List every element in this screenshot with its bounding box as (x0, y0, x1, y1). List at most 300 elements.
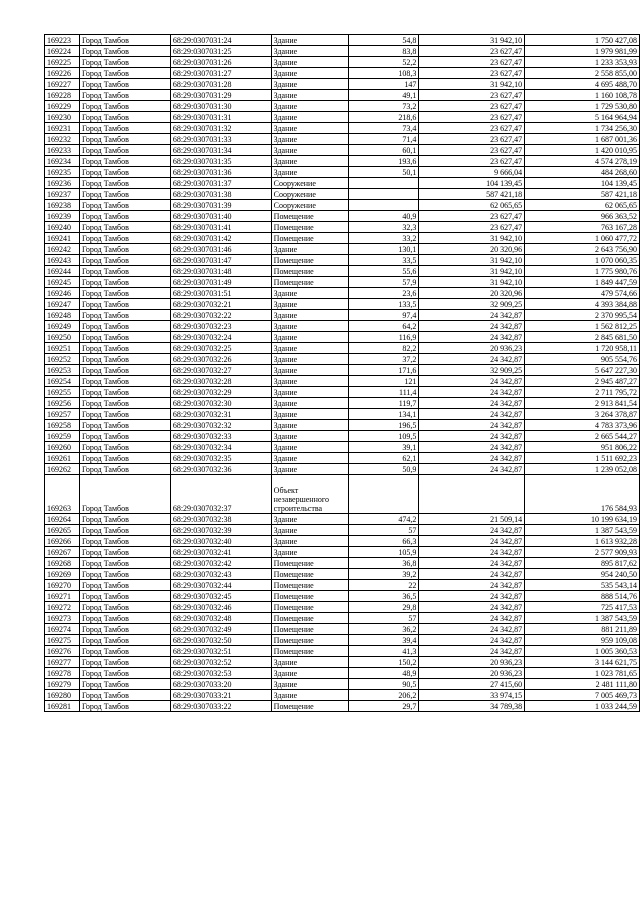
object-type-cell: Здание (271, 464, 348, 475)
table-row (45, 602, 640, 613)
cadastral-value-cell: 10 199 634,19 (525, 514, 640, 525)
object-type-cell: Сооружение (271, 178, 348, 189)
cadastral-value-cell: 5 647 227,30 (525, 365, 640, 376)
specific-value-cell: 32 909,25 (419, 299, 525, 310)
row-number-cell: 169255 (45, 387, 80, 398)
object-type-cell: Здание (271, 365, 348, 376)
municipality-cell: Город Тамбов (79, 222, 170, 233)
cadastral-number-cell: 68:29:0307032:29 (170, 387, 271, 398)
cadastral-number-cell: 68:29:0307032:41 (170, 547, 271, 558)
row-number-cell: 169229 (45, 101, 80, 112)
row-number-cell: 169253 (45, 365, 80, 376)
object-type-cell: Помещение (271, 624, 348, 635)
cadastral-number-cell: 68:29:0307031:42 (170, 233, 271, 244)
municipality-cell: Город Тамбов (79, 613, 170, 624)
specific-value-cell: 23 627,47 (419, 101, 525, 112)
row-number-cell: 169269 (45, 569, 80, 580)
table-row (45, 569, 640, 580)
object-type-cell: Здание (271, 354, 348, 365)
cadastral-number-cell: 68:29:0307032:35 (170, 453, 271, 464)
cadastral-value-cell: 1 023 781,65 (525, 668, 640, 679)
area-cell: 134,1 (348, 409, 419, 420)
cadastral-number-cell: 68:29:0307032:28 (170, 376, 271, 387)
object-type-cell: Помещение (271, 255, 348, 266)
area-cell: 62,1 (348, 453, 419, 464)
specific-value-cell: 20 320,96 (419, 244, 525, 255)
object-type-cell: Помещение (271, 277, 348, 288)
object-type-cell: Здание (271, 442, 348, 453)
cadastral-number-cell: 68:29:0307032:26 (170, 354, 271, 365)
table-row (45, 365, 640, 376)
object-type-cell: Помещение (271, 580, 348, 591)
area-cell: 33,5 (348, 255, 419, 266)
area-cell (348, 178, 419, 189)
object-type-cell: Здание (271, 514, 348, 525)
cadastral-number-cell: 68:29:0307031:31 (170, 112, 271, 123)
row-number-cell: 169224 (45, 46, 80, 57)
municipality-cell: Город Тамбов (79, 255, 170, 266)
cadastral-value-cell: 1 387 543,59 (525, 525, 640, 536)
municipality-cell: Город Тамбов (79, 156, 170, 167)
table-row (45, 536, 640, 547)
row-number-cell: 169268 (45, 558, 80, 569)
cadastral-number-cell: 68:29:0307031:34 (170, 145, 271, 156)
specific-value-cell: 24 342,87 (419, 387, 525, 398)
cadastral-value-cell: 2 370 995,54 (525, 310, 640, 321)
municipality-cell: Город Тамбов (79, 569, 170, 580)
area-cell: 50,9 (348, 464, 419, 475)
cadastral-value-cell: 1 387 543,59 (525, 613, 640, 624)
object-type-cell: Сооружение (271, 189, 348, 200)
cadastral-number-cell: 68:29:0307032:23 (170, 321, 271, 332)
object-type-cell: Здание (271, 310, 348, 321)
cadastral-number-cell: 68:29:0307031:35 (170, 156, 271, 167)
specific-value-cell: 24 342,87 (419, 442, 525, 453)
area-cell: 109,5 (348, 431, 419, 442)
row-number-cell: 169241 (45, 233, 80, 244)
specific-value-cell: 24 342,87 (419, 547, 525, 558)
municipality-cell: Город Тамбов (79, 57, 170, 68)
row-number-cell: 169270 (45, 580, 80, 591)
object-type-cell: Здание (271, 167, 348, 178)
row-number-cell: 169249 (45, 321, 80, 332)
object-type-cell: Здание (271, 332, 348, 343)
specific-value-cell: 23 627,47 (419, 68, 525, 79)
specific-value-cell: 32 909,25 (419, 365, 525, 376)
specific-value-cell: 23 627,47 (419, 90, 525, 101)
row-number-cell: 169227 (45, 79, 80, 90)
table-row (45, 266, 640, 277)
municipality-cell: Город Тамбов (79, 365, 170, 376)
area-cell: 150,2 (348, 657, 419, 668)
specific-value-cell: 24 342,87 (419, 580, 525, 591)
municipality-cell: Город Тамбов (79, 233, 170, 244)
row-number-cell: 169223 (45, 35, 80, 46)
cadastral-value-cell: 1 070 060,35 (525, 255, 640, 266)
area-cell: 108,3 (348, 68, 419, 79)
cadastral-number-cell: 68:29:0307031:25 (170, 46, 271, 57)
municipality-cell: Город Тамбов (79, 442, 170, 453)
cadastral-number-cell: 68:29:0307032:49 (170, 624, 271, 635)
specific-value-cell: 27 415,60 (419, 679, 525, 690)
specific-value-cell: 23 627,47 (419, 134, 525, 145)
row-number-cell: 169252 (45, 354, 80, 365)
specific-value-cell: 31 942,10 (419, 35, 525, 46)
municipality-cell: Город Тамбов (79, 602, 170, 613)
municipality-cell: Город Тамбов (79, 244, 170, 255)
area-cell: 116,9 (348, 332, 419, 343)
table-row (45, 332, 640, 343)
row-number-cell: 169245 (45, 277, 80, 288)
row-number-cell: 169246 (45, 288, 80, 299)
row-number-cell: 169264 (45, 514, 80, 525)
table-row (45, 255, 640, 266)
municipality-cell: Город Тамбов (79, 580, 170, 591)
table-row (45, 244, 640, 255)
area-cell: 171,6 (348, 365, 419, 376)
area-cell: 37,2 (348, 354, 419, 365)
area-cell: 39,4 (348, 635, 419, 646)
cadastral-value-cell: 484 268,60 (525, 167, 640, 178)
cadastral-number-cell: 68:29:0307032:21 (170, 299, 271, 310)
area-cell: 111,4 (348, 387, 419, 398)
specific-value-cell: 31 942,10 (419, 79, 525, 90)
area-cell: 36,2 (348, 624, 419, 635)
municipality-cell: Город Тамбов (79, 90, 170, 101)
area-cell: 55,6 (348, 266, 419, 277)
cadastral-number-cell: 68:29:0307032:22 (170, 310, 271, 321)
area-cell: 39,2 (348, 569, 419, 580)
cadastral-value-cell: 479 574,66 (525, 288, 640, 299)
object-type-cell: Здание (271, 145, 348, 156)
object-type-cell: Помещение (271, 266, 348, 277)
specific-value-cell: 24 342,87 (419, 591, 525, 602)
specific-value-cell: 24 342,87 (419, 332, 525, 343)
specific-value-cell: 24 342,87 (419, 310, 525, 321)
cadastral-number-cell: 68:29:0307033:22 (170, 701, 271, 712)
cadastral-number-cell: 68:29:0307032:31 (170, 409, 271, 420)
table-row (45, 200, 640, 211)
municipality-cell: Город Тамбов (79, 299, 170, 310)
municipality-cell: Город Тамбов (79, 387, 170, 398)
row-number-cell: 169230 (45, 112, 80, 123)
cadastral-value-cell: 3 264 378,87 (525, 409, 640, 420)
object-type-cell: Помещение (271, 558, 348, 569)
municipality-cell: Город Тамбов (79, 635, 170, 646)
area-cell: 474,2 (348, 514, 419, 525)
specific-value-cell: 24 342,87 (419, 321, 525, 332)
cadastral-number-cell: 68:29:0307031:38 (170, 189, 271, 200)
row-number-cell: 169231 (45, 123, 80, 134)
object-type-cell: Помещение (271, 613, 348, 624)
row-number-cell: 169260 (45, 442, 80, 453)
table-row (45, 167, 640, 178)
municipality-cell: Город Тамбов (79, 547, 170, 558)
cadastral-value-cell: 176 584,93 (525, 475, 640, 514)
municipality-cell: Город Тамбов (79, 167, 170, 178)
area-cell: 39,1 (348, 442, 419, 453)
specific-value-cell: 9 666,04 (419, 167, 525, 178)
municipality-cell: Город Тамбов (79, 420, 170, 431)
table-row (45, 189, 640, 200)
specific-value-cell: 24 342,87 (419, 398, 525, 409)
area-cell: 60,1 (348, 145, 419, 156)
object-type-cell: Здание (271, 79, 348, 90)
cadastral-number-cell: 68:29:0307032:24 (170, 332, 271, 343)
specific-value-cell: 34 789,38 (419, 701, 525, 712)
row-number-cell: 169259 (45, 431, 80, 442)
cadastral-value-cell: 1 849 447,59 (525, 277, 640, 288)
table-row (45, 79, 640, 90)
cadastral-number-cell: 68:29:0307032:44 (170, 580, 271, 591)
cadastral-number-cell: 68:29:0307031:46 (170, 244, 271, 255)
table-row (45, 657, 640, 668)
table-row (45, 288, 640, 299)
area-cell: 73,2 (348, 101, 419, 112)
specific-value-cell: 62 065,65 (419, 200, 525, 211)
object-type-cell: Помещение (271, 701, 348, 712)
cadastral-number-cell: 68:29:0307031:33 (170, 134, 271, 145)
area-cell: 57 (348, 613, 419, 624)
specific-value-cell: 23 627,47 (419, 123, 525, 134)
area-cell: 33,2 (348, 233, 419, 244)
row-number-cell: 169240 (45, 222, 80, 233)
specific-value-cell: 24 342,87 (419, 409, 525, 420)
cadastral-value-cell: 2 558 855,00 (525, 68, 640, 79)
row-number-cell: 169226 (45, 68, 80, 79)
specific-value-cell: 24 342,87 (419, 453, 525, 464)
area-cell: 133,5 (348, 299, 419, 310)
cadastral-value-cell: 535 543,14 (525, 580, 640, 591)
specific-value-cell: 24 342,87 (419, 464, 525, 475)
municipality-cell: Город Тамбов (79, 343, 170, 354)
object-type-cell: Здание (271, 453, 348, 464)
row-number-cell: 169266 (45, 536, 80, 547)
cadastral-value-cell: 4 574 278,19 (525, 156, 640, 167)
specific-value-cell: 24 342,87 (419, 635, 525, 646)
specific-value-cell: 23 627,47 (419, 145, 525, 156)
row-number-cell: 169273 (45, 613, 80, 624)
cadastral-value-cell: 2 845 681,50 (525, 332, 640, 343)
cadastral-number-cell: 68:29:0307032:39 (170, 525, 271, 536)
cadastral-number-cell: 68:29:0307032:27 (170, 365, 271, 376)
cadastral-number-cell: 68:29:0307032:34 (170, 442, 271, 453)
area-cell: 29,7 (348, 701, 419, 712)
cadastral-value-cell: 959 109,08 (525, 635, 640, 646)
specific-value-cell: 24 342,87 (419, 558, 525, 569)
object-type-cell: Здание (271, 90, 348, 101)
row-number-cell: 169272 (45, 602, 80, 613)
specific-value-cell: 104 139,45 (419, 178, 525, 189)
specific-value-cell: 24 342,87 (419, 536, 525, 547)
table-row (45, 35, 640, 46)
row-number-cell: 169250 (45, 332, 80, 343)
object-type-cell: Здание (271, 134, 348, 145)
table-row (45, 310, 640, 321)
municipality-cell: Город Тамбов (79, 178, 170, 189)
cadastral-value-cell: 1 160 108,78 (525, 90, 640, 101)
cadastral-number-cell: 68:29:0307031:28 (170, 79, 271, 90)
municipality-cell: Город Тамбов (79, 310, 170, 321)
cadastral-number-cell: 68:29:0307031:26 (170, 57, 271, 68)
table-row (45, 431, 640, 442)
cadastral-value-cell: 1 239 052,08 (525, 464, 640, 475)
cadastral-value-table (44, 34, 640, 712)
municipality-cell: Город Тамбов (79, 525, 170, 536)
row-number-cell: 169276 (45, 646, 80, 657)
specific-value-cell: 24 342,87 (419, 613, 525, 624)
table-row (45, 701, 640, 712)
cadastral-value-cell: 5 164 964,94 (525, 112, 640, 123)
object-type-cell: Здание (271, 536, 348, 547)
municipality-cell: Город Тамбов (79, 591, 170, 602)
object-type-cell: Здание (271, 299, 348, 310)
cadastral-number-cell: 68:29:0307032:40 (170, 536, 271, 547)
row-number-cell: 169257 (45, 409, 80, 420)
cadastral-value-cell: 1 060 477,72 (525, 233, 640, 244)
specific-value-cell (419, 475, 525, 514)
row-number-cell: 169267 (45, 547, 80, 558)
cadastral-number-cell: 68:29:0307032:25 (170, 343, 271, 354)
table-row (45, 123, 640, 134)
table-row (45, 591, 640, 602)
municipality-cell: Город Тамбов (79, 668, 170, 679)
cadastral-number-cell: 68:29:0307031:27 (170, 68, 271, 79)
area-cell: 40,9 (348, 211, 419, 222)
cadastral-value-cell: 966 363,52 (525, 211, 640, 222)
municipality-cell: Город Тамбов (79, 701, 170, 712)
cadastral-number-cell: 68:29:0307031:36 (170, 167, 271, 178)
cadastral-number-cell: 68:29:0307031:30 (170, 101, 271, 112)
row-number-cell: 169263 (45, 475, 80, 514)
area-cell: 36,8 (348, 558, 419, 569)
area-cell: 196,5 (348, 420, 419, 431)
table-row (45, 398, 640, 409)
municipality-cell: Город Тамбов (79, 145, 170, 156)
municipality-cell: Город Тамбов (79, 189, 170, 200)
row-number-cell: 169281 (45, 701, 80, 712)
table-row (45, 46, 640, 57)
object-type-cell: Здание (271, 343, 348, 354)
municipality-cell: Город Тамбов (79, 536, 170, 547)
cadastral-value-cell: 587 421,18 (525, 189, 640, 200)
row-number-cell: 169239 (45, 211, 80, 222)
table-row (45, 376, 640, 387)
area-cell: 41,3 (348, 646, 419, 657)
municipality-cell: Город Тамбов (79, 354, 170, 365)
specific-value-cell: 23 627,47 (419, 57, 525, 68)
municipality-cell: Город Тамбов (79, 46, 170, 57)
object-type-cell: Помещение (271, 646, 348, 657)
cadastral-value-cell: 1 687 001,36 (525, 134, 640, 145)
cadastral-value-cell: 3 144 621,75 (525, 657, 640, 668)
area-cell: 218,6 (348, 112, 419, 123)
table-row (45, 178, 640, 189)
object-type-cell: Сооружение (271, 200, 348, 211)
object-type-cell: Здание (271, 35, 348, 46)
cadastral-value-cell: 725 417,53 (525, 602, 640, 613)
cadastral-number-cell: 68:29:0307032:36 (170, 464, 271, 475)
row-number-cell: 169275 (45, 635, 80, 646)
municipality-cell: Город Тамбов (79, 211, 170, 222)
municipality-cell: Город Тамбов (79, 200, 170, 211)
table-row (45, 145, 640, 156)
specific-value-cell: 23 627,47 (419, 222, 525, 233)
object-type-cell: Здание (271, 409, 348, 420)
object-type-cell: Помещение (271, 591, 348, 602)
table-row (45, 679, 640, 690)
cadastral-number-cell: 68:29:0307031:51 (170, 288, 271, 299)
object-type-cell: Здание (271, 431, 348, 442)
area-cell: 23,6 (348, 288, 419, 299)
specific-value-cell: 20 936,23 (419, 343, 525, 354)
cadastral-value-cell: 2 481 111,80 (525, 679, 640, 690)
object-type-cell: Помещение (271, 569, 348, 580)
cadastral-number-cell: 68:29:0307032:38 (170, 514, 271, 525)
specific-value-cell: 24 342,87 (419, 431, 525, 442)
cadastral-value-cell: 2 643 756,90 (525, 244, 640, 255)
cadastral-value-cell: 954 240,50 (525, 569, 640, 580)
table-row (45, 233, 640, 244)
row-number-cell: 169274 (45, 624, 80, 635)
area-cell: 64,2 (348, 321, 419, 332)
municipality-cell: Город Тамбов (79, 134, 170, 145)
area-cell: 82,2 (348, 343, 419, 354)
table-row (45, 387, 640, 398)
object-type-cell: Здание (271, 57, 348, 68)
cadastral-number-cell: 68:29:0307032:52 (170, 657, 271, 668)
table-row (45, 514, 640, 525)
row-number-cell: 169233 (45, 145, 80, 156)
cadastral-value-cell: 895 817,62 (525, 558, 640, 569)
row-number-cell: 169225 (45, 57, 80, 68)
area-cell: 52,2 (348, 57, 419, 68)
municipality-cell: Город Тамбов (79, 679, 170, 690)
area-cell: 105,9 (348, 547, 419, 558)
row-number-cell: 169232 (45, 134, 80, 145)
table-row (45, 90, 640, 101)
object-type-cell: Помещение (271, 222, 348, 233)
cadastral-number-cell: 68:29:0307031:40 (170, 211, 271, 222)
specific-value-cell: 31 942,10 (419, 266, 525, 277)
specific-value-cell: 23 627,47 (419, 156, 525, 167)
specific-value-cell: 23 627,47 (419, 211, 525, 222)
object-type-cell: Здание (271, 376, 348, 387)
object-type-cell: Здание (271, 398, 348, 409)
table-row (45, 409, 640, 420)
municipality-cell: Город Тамбов (79, 409, 170, 420)
specific-value-cell: 24 342,87 (419, 624, 525, 635)
area-cell: 90,5 (348, 679, 419, 690)
row-number-cell: 169262 (45, 464, 80, 475)
specific-value-cell: 587 421,18 (419, 189, 525, 200)
object-type-cell: Здание (271, 547, 348, 558)
table-row (45, 613, 640, 624)
cadastral-number-cell: 68:29:0307032:30 (170, 398, 271, 409)
municipality-cell: Город Тамбов (79, 277, 170, 288)
table-row (45, 646, 640, 657)
row-number-cell: 169254 (45, 376, 80, 387)
cadastral-value-cell: 4 783 373,96 (525, 420, 640, 431)
area-cell: 50,1 (348, 167, 419, 178)
cadastral-number-cell: 68:29:0307031:29 (170, 90, 271, 101)
cadastral-value-cell: 2 711 795,72 (525, 387, 640, 398)
object-type-cell: Здание (271, 68, 348, 79)
specific-value-cell: 21 509,14 (419, 514, 525, 525)
municipality-cell: Город Тамбов (79, 332, 170, 343)
table-row (45, 343, 640, 354)
cadastral-number-cell: 68:29:0307031:47 (170, 255, 271, 266)
